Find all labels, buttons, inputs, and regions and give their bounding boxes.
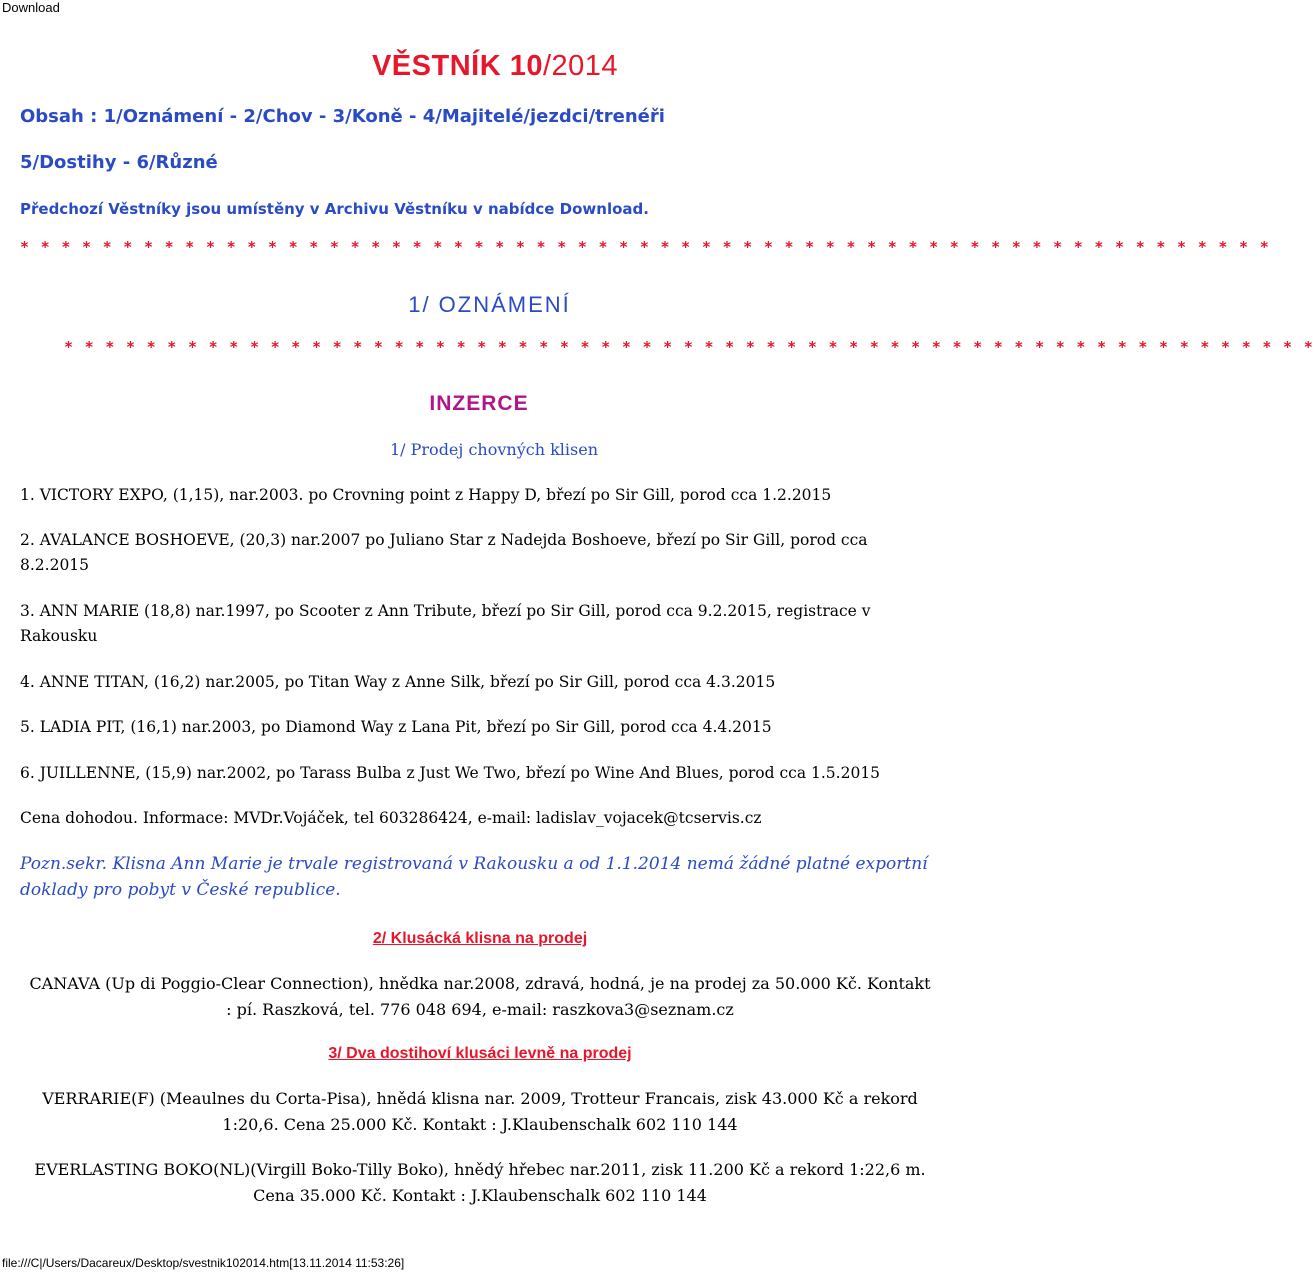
verrarie-line-2: 1:20,6. Cena 25.000 Kč. Kontakt : J.Klaubenschalk 602 110 144 (222, 1115, 738, 1134)
mare-item-2-cont: 8.2.2015 (20, 556, 90, 574)
contact-info: Cena dohodou. Informace: MVDr.Vojáček, tel 603286424, e-mail: ladislav_vojacek@tcservis.cz (20, 809, 762, 827)
mare-item-6: 6. JUILLENNE, (15,9) nar.2002, po Tarass Bulba z Just We Two, březí po Wine And Blues, porod cca 1.5.2015 (20, 764, 881, 782)
title-year: /2014 (542, 50, 619, 82)
mare-item-3-cont: Rakousku (20, 627, 98, 645)
verrarie-line-1: VERRARIE(F) (Meaulnes du Corta-Pisa), hnědá klisna nar. 2009, Trotteur Francais, zisk 43.000 Kč a rekord (42, 1089, 918, 1108)
secretary-note: Pozn.sekr. Klisna Ann Marie je trvale registrovaná v Rakousku a od 1.1.2014 nemá žádné platné exportní doklady pro pobyt v České republice. (20, 854, 928, 900)
mare-item-3: 3. ANN MARIE (18,8) nar.1997, po Scooter z Ann Tribute, březí po Sir Gill, porod cca 9.2.2015, registrace v (20, 602, 871, 620)
canava-line-1: CANAVA (Up di Poggio-Clear Connection), hnědka nar.2008, zdravá, hodná, je na prodej za 50.000 Kč. Kontakt (29, 974, 931, 993)
star-divider-1: * * * * * * * * * * * * * * * * * * * * * * * * * * * * * * * * * * * * * * * * * * * * * * * * * * * * * * * * * * * * * (20, 238, 1271, 256)
inzerce-heading: INZERCE (429, 392, 529, 415)
download-link[interactable]: Download (2, 0, 60, 15)
mares-sale-heading: 1/ Prodej chovných klisen (389, 440, 598, 459)
page-title (0, 50, 990, 83)
mare-item-5: 5. LADIA PIT, (16,1) nar.2003, po Diamond Way z Lana Pit, březí po Sir Gill, porod cca 4.4.2015 (20, 718, 772, 736)
mare-item-2: 2. AVALANCE BOSHOEVE, (20,3) nar.2007 po Juliano Star z Nadejda Boshoeve, březí po Sir Gill, porod cca (20, 531, 868, 549)
subsection-heading-3: 3/ Dva dostihoví klusáci levně na prodej (328, 1045, 632, 1062)
contents-line-1: Obsah : 1/Oznámení - 2/Chov - 3/Koně - 4/Majitelé/jezdci/trenéři (20, 106, 665, 127)
file-path-footer: file:///C|/Users/Dacareux/Desktop/svestnik102014.htm[13.11.2014 11:53:26] (2, 1256, 405, 1270)
everlasting-line-2: Cena 35.000 Kč. Kontakt : J.Klaubenschalk 602 110 144 (253, 1186, 707, 1205)
subsection-heading-2: 2/ Klusácká klisna na prodej (372, 930, 588, 947)
mare-item-4: 4. ANNE TITAN, (16,2) nar.2005, po Titan Way z Anne Silk, březí po Sir Gill, porod cca 4.3.2015 (20, 673, 776, 691)
everlasting-line-1: EVERLASTING BOKO(NL)(Virgill Boko-Tilly Boko), hnědý hřebec nar.2011, zisk 11.200 Kč a rekord 1:22,6 m. (34, 1160, 926, 1179)
canava-line-2: : pí. Raszková, tel. 776 048 694, e-mail: raszkova3@seznam.cz (226, 1000, 734, 1019)
mare-item-1: 1. VICTORY EXPO, (1,15), nar.2003. po Crovning point z Happy D, březí po Sir Gill, porod cca 1.2.2015 (20, 486, 832, 504)
title-main: VĚSTNÍK 10 (371, 50, 543, 82)
previous-issues-note: Předchozí Věstníky jsou umístěny v Archivu Věstníku v nabídce Download. (20, 200, 649, 218)
star-divider-2: * * * * * * * * * * * * * * * * * * * * * * * * * * * * * * * * * * * * * * * * * * * * * * * * * * * * * * * * * * * * * (64, 338, 1314, 356)
contents-line-2: 5/Dostihy - 6/Různé (20, 152, 218, 173)
section-heading-oznameni: 1/ OZNÁMENÍ (408, 292, 571, 317)
